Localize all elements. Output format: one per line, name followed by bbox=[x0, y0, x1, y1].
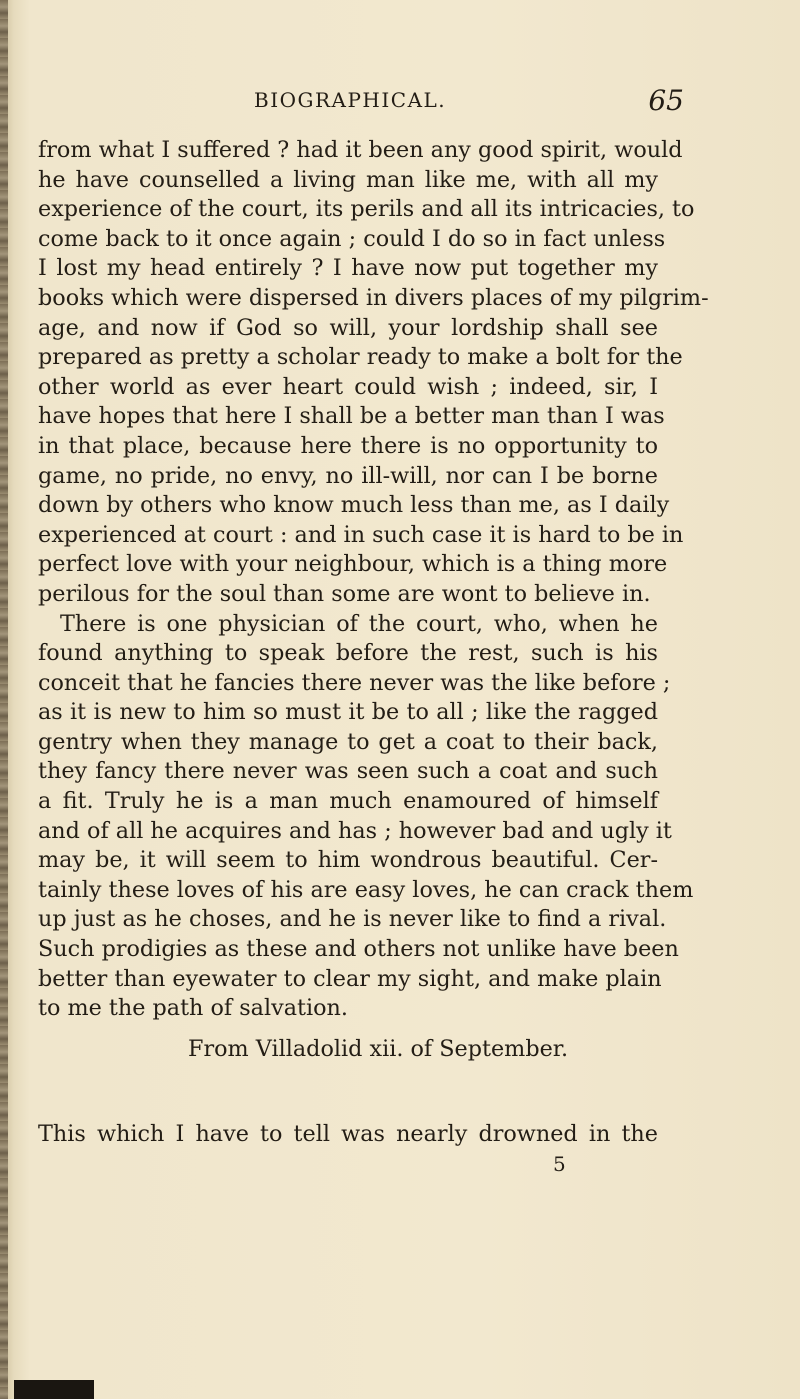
text-line: books which were dispersed in divers places of my pilgrim- bbox=[38, 284, 709, 311]
binding-edge bbox=[0, 0, 8, 1399]
text-line: he have counselled a living man like me, with all my bbox=[38, 166, 658, 193]
text-line: in that place, because here there is no opportunity to bbox=[38, 432, 658, 459]
text-line: up just as he choses, and he is never like to find a rival. bbox=[38, 906, 667, 933]
text-line: I lost my head entirely ? I have now put together my bbox=[38, 255, 658, 282]
text-line: prepared as pretty a scholar ready to make a bolt for the bbox=[38, 344, 683, 371]
text-line: and of all he acquires and has ; however bad and ugly it bbox=[38, 817, 672, 844]
ink-mark bbox=[14, 1380, 94, 1399]
text-line: from what I suffered ? had it been any good spirit, would bbox=[38, 137, 683, 163]
signature-mark: 5 bbox=[553, 1152, 566, 1176]
text-line: found anything to speak before the rest, such is his bbox=[38, 640, 658, 667]
text-line: may be, it will seem to him wondrous beautiful. Cer- bbox=[38, 847, 658, 874]
text-line: Such prodigies as these and others not unlike have been bbox=[38, 936, 679, 963]
running-head: BIOGRAPHICAL. bbox=[254, 88, 447, 112]
paragraph-start-line: There is one physician of the court, who, when he bbox=[60, 610, 658, 637]
text-line: better than eyewater to clear my sight, and make plain bbox=[38, 965, 662, 992]
text-line: come back to it once again ; could I do so in fact unless bbox=[38, 225, 666, 252]
text-line: a fit. Truly he is a man much enamoured of himself bbox=[38, 788, 658, 815]
text-line: perfect love with your neighbour, which is a thing more bbox=[38, 551, 668, 578]
page-header bbox=[254, 84, 684, 124]
text-line: tainly these loves of his are easy loves, he can crack them bbox=[38, 876, 694, 903]
text-line: gentry when they manage to get a coat to their back, bbox=[38, 728, 658, 755]
text-line: game, no pride, no envy, no ill-will, nor can I be borne bbox=[38, 462, 658, 489]
text-line: age, and now if God so will, your lordship shall see bbox=[38, 314, 658, 341]
next-paragraph: This which I have to tell was nearly drowned in the bbox=[38, 1121, 658, 1147]
letter-signoff: From Villadolid xii. of September. bbox=[188, 1036, 569, 1062]
text-line: experienced at court : and in such case it is hard to be in bbox=[38, 521, 684, 548]
text-line: other world as ever heart could wish ; indeed, sir, I bbox=[38, 373, 658, 400]
text-line: have hopes that here I shall be a better man than I was bbox=[38, 403, 665, 430]
text-line: they fancy there never was seen such a coat and such bbox=[38, 758, 658, 785]
text-line: conceit that he fancies there never was the like before ; bbox=[38, 669, 671, 696]
text-line: down by others who know much less than me, as I daily bbox=[38, 492, 670, 519]
text-line: to me the path of salvation. bbox=[38, 995, 348, 1022]
text-line: perilous for the soul than some are wont to believe in. bbox=[38, 580, 651, 607]
page-number: 65 bbox=[648, 84, 684, 117]
body-text bbox=[38, 136, 709, 1024]
text-line: experience of the court, its perils and all its intricacies, to bbox=[38, 196, 695, 223]
text-line: as it is new to him so must it be to all ; like the ragged bbox=[38, 699, 658, 726]
